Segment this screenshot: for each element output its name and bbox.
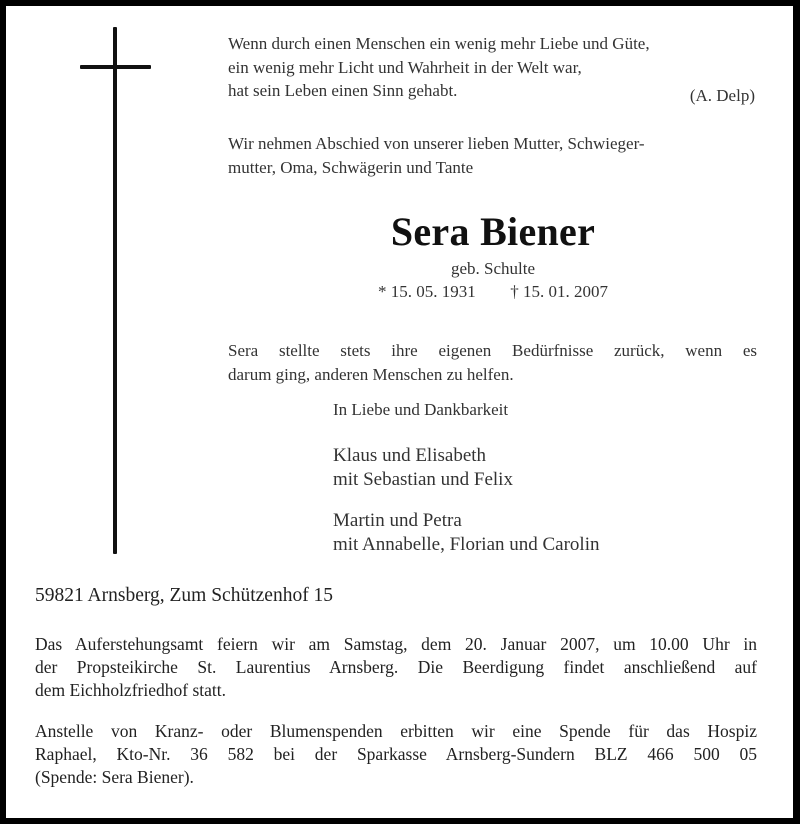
mourner-group [333, 444, 513, 492]
quote-line: Wenn durch einen Menschen ein wenig mehr Liebe und Güte, [228, 34, 650, 53]
memorial-quote [228, 32, 650, 103]
cross-icon-crossbar [80, 65, 151, 69]
mourner-names: Martin und Petra [333, 510, 462, 531]
deceased-block [228, 208, 758, 304]
farewell-line: mutter, Oma, Schwägerin und Tante [228, 157, 474, 177]
mourner-children: mit Annabelle, Florian und Carolin [333, 534, 600, 555]
quote-line: hat sein Leben einen Sinn gehabt. [228, 81, 458, 100]
tribute-text [228, 339, 757, 386]
quote-line: ein wenig mehr Licht und Wahrheit in der Welt war, [228, 57, 582, 77]
cross-icon [113, 27, 117, 554]
birth-star-icon: * [378, 282, 387, 301]
funeral-line: Das Auferstehungsamt feiern wir am Samstag, dem 20. Januar 2007, um 10.00 Uhr in [35, 634, 757, 654]
funeral-line: der Propsteikirche St. Laurentius Arnsberg. Die Beerdigung findet anschließend auf [35, 657, 757, 678]
quote-author: (A. Delp) [689, 86, 755, 105]
closing-phrase: In Liebe und Dankbarkeit [333, 400, 509, 419]
maiden-name: geb. Schulte [450, 259, 536, 278]
donation-info [35, 720, 757, 790]
family-address: 59821 Arnsberg, Zum Schützenhof 15 [35, 585, 334, 606]
tribute-line: Sera stellte stets ihre eigenen Bedürfnisse zurück, wenn es [228, 341, 757, 360]
life-dates [228, 280, 758, 304]
mourner-group [333, 509, 600, 557]
donation-line: (Spende: Sera Biener). [35, 767, 194, 788]
farewell-line: Wir nehmen Abschied von unserer lieben Mutter, Schwieger- [228, 134, 645, 153]
funeral-line: dem Eichholzfriedhof statt. [35, 680, 226, 701]
birth-date: 15. 05. 1931 [390, 282, 476, 301]
farewell-text [228, 132, 645, 179]
mourner-children: mit Sebastian und Felix [333, 469, 513, 490]
donation-line: Raphael, Kto-Nr. 36 582 bei der Sparkasse Arnsberg-Sundern BLZ 466 500 05 [35, 744, 757, 765]
dagger-icon: † [510, 282, 519, 301]
deceased-name: Sera Biener [390, 209, 596, 254]
donation-line: Anstelle von Kranz- oder Blumenspenden erbitten wir eine Spende für das Hospiz [35, 721, 757, 741]
death-date: 15. 01. 2007 [523, 282, 608, 301]
mourner-names: Klaus und Elisabeth [333, 445, 487, 466]
funeral-info [35, 633, 757, 703]
tribute-line: darum ging, anderen Menschen zu helfen. [228, 364, 514, 384]
